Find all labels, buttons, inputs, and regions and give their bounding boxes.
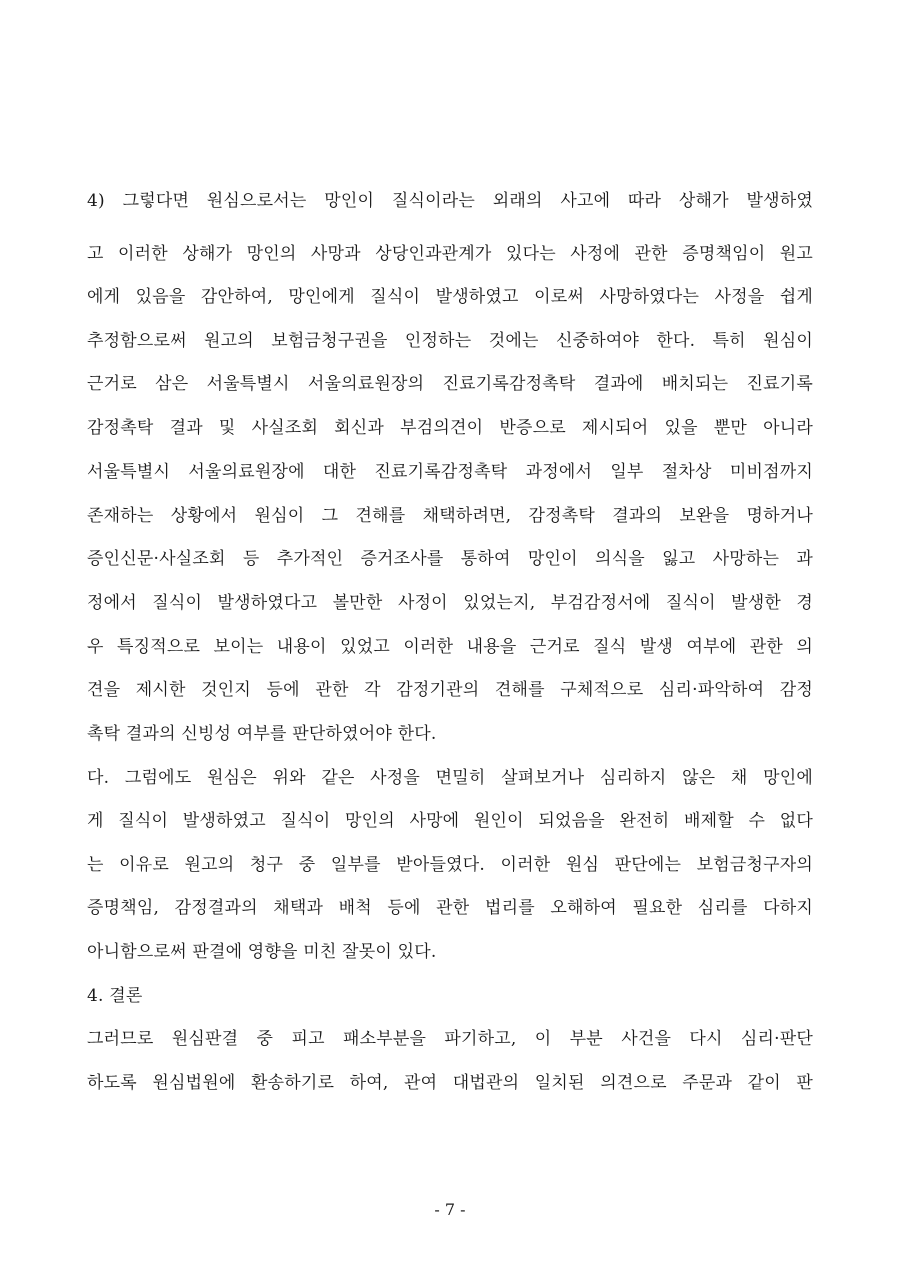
text-line: 그러므로 원심판결 중 피고 패소부분을 파기하고, 이 부분 사건을 다시 심리·판단 bbox=[87, 1029, 813, 1049]
text-line: 게 질식이 발생하였고 질식이 망인의 사망에 원인이 되었음을 완전히 배제할 수 없다 bbox=[87, 811, 813, 831]
section-heading: 4. 결론 bbox=[87, 986, 143, 1006]
text-line: 4) 그렇다면 원심으로서는 망인이 질식이라는 외래의 사고에 따라 상해가 발생하였 bbox=[87, 191, 813, 211]
text-line: 는 이유로 원고의 청구 중 일부를 받아들였다. 이러한 원심 판단에는 보험금청구자의 bbox=[87, 855, 813, 875]
page-number: - 7 - bbox=[434, 1200, 466, 1219]
text-line: 추정함으로써 원고의 보험금청구권을 인정하는 것에는 신중하여야 한다. 특히 원심이 bbox=[87, 331, 813, 351]
text-line: 정에서 질식이 발생하였다고 볼만한 사정이 있었는지, 부검감정서에 질식이 발생한 경 bbox=[87, 593, 813, 613]
text-line: 다. 그럼에도 원심은 위와 같은 사정을 면밀히 살펴보거나 심리하지 않은 채 망인에 bbox=[87, 768, 813, 788]
text-line: 근거로 삼은 서울특별시 서울의료원장의 진료기록감정촉탁 결과에 배치되는 진료기록 bbox=[87, 374, 813, 394]
text-line: 고 이러한 상해가 망인의 사망과 상당인과관계가 있다는 사정에 관한 증명책임이 원고 bbox=[87, 244, 813, 264]
text-line: 하도록 원심법원에 환송하기로 하여, 관여 대법관의 일치된 의견으로 주문과 같이 판 bbox=[87, 1073, 813, 1093]
text-line: 아니함으로써 판결에 영향을 미친 잘못이 있다. bbox=[87, 942, 437, 962]
text-line: 증인신문·사실조회 등 추가적인 증거조사를 통하여 망인이 의식을 잃고 사망하는 과 bbox=[87, 549, 813, 569]
text-line: 존재하는 상황에서 원심이 그 견해를 채택하려면, 감정촉탁 결과의 보완을 명하거나 bbox=[87, 506, 813, 526]
text-line: 증명책임, 감정결과의 채택과 배척 등에 관한 법리를 오해하여 필요한 심리를 다하지 bbox=[87, 898, 813, 918]
text-line: 우 특징적으로 보이는 내용이 있었고 이러한 내용을 근거로 질식 발생 여부에 관한 의 bbox=[87, 637, 813, 657]
text-line: 견을 제시한 것인지 등에 관한 각 감정기관의 견해를 구체적으로 심리·파악하여 감정 bbox=[87, 680, 813, 700]
text-line: 촉탁 결과의 신빙성 여부를 판단하였어야 한다. bbox=[87, 724, 437, 744]
text-line: 에게 있음을 감안하여, 망인에게 질식이 발생하였고 이로써 사망하였다는 사정을 쉽게 bbox=[87, 287, 813, 307]
text-line: 서울특별시 서울의료원장에 대한 진료기록감정촉탁 과정에서 일부 절차상 미비점까지 bbox=[87, 462, 813, 482]
text-line: 감정촉탁 결과 및 사실조회 회신과 부검의견이 반증으로 제시되어 있을 뿐만 아니라 bbox=[87, 418, 813, 438]
